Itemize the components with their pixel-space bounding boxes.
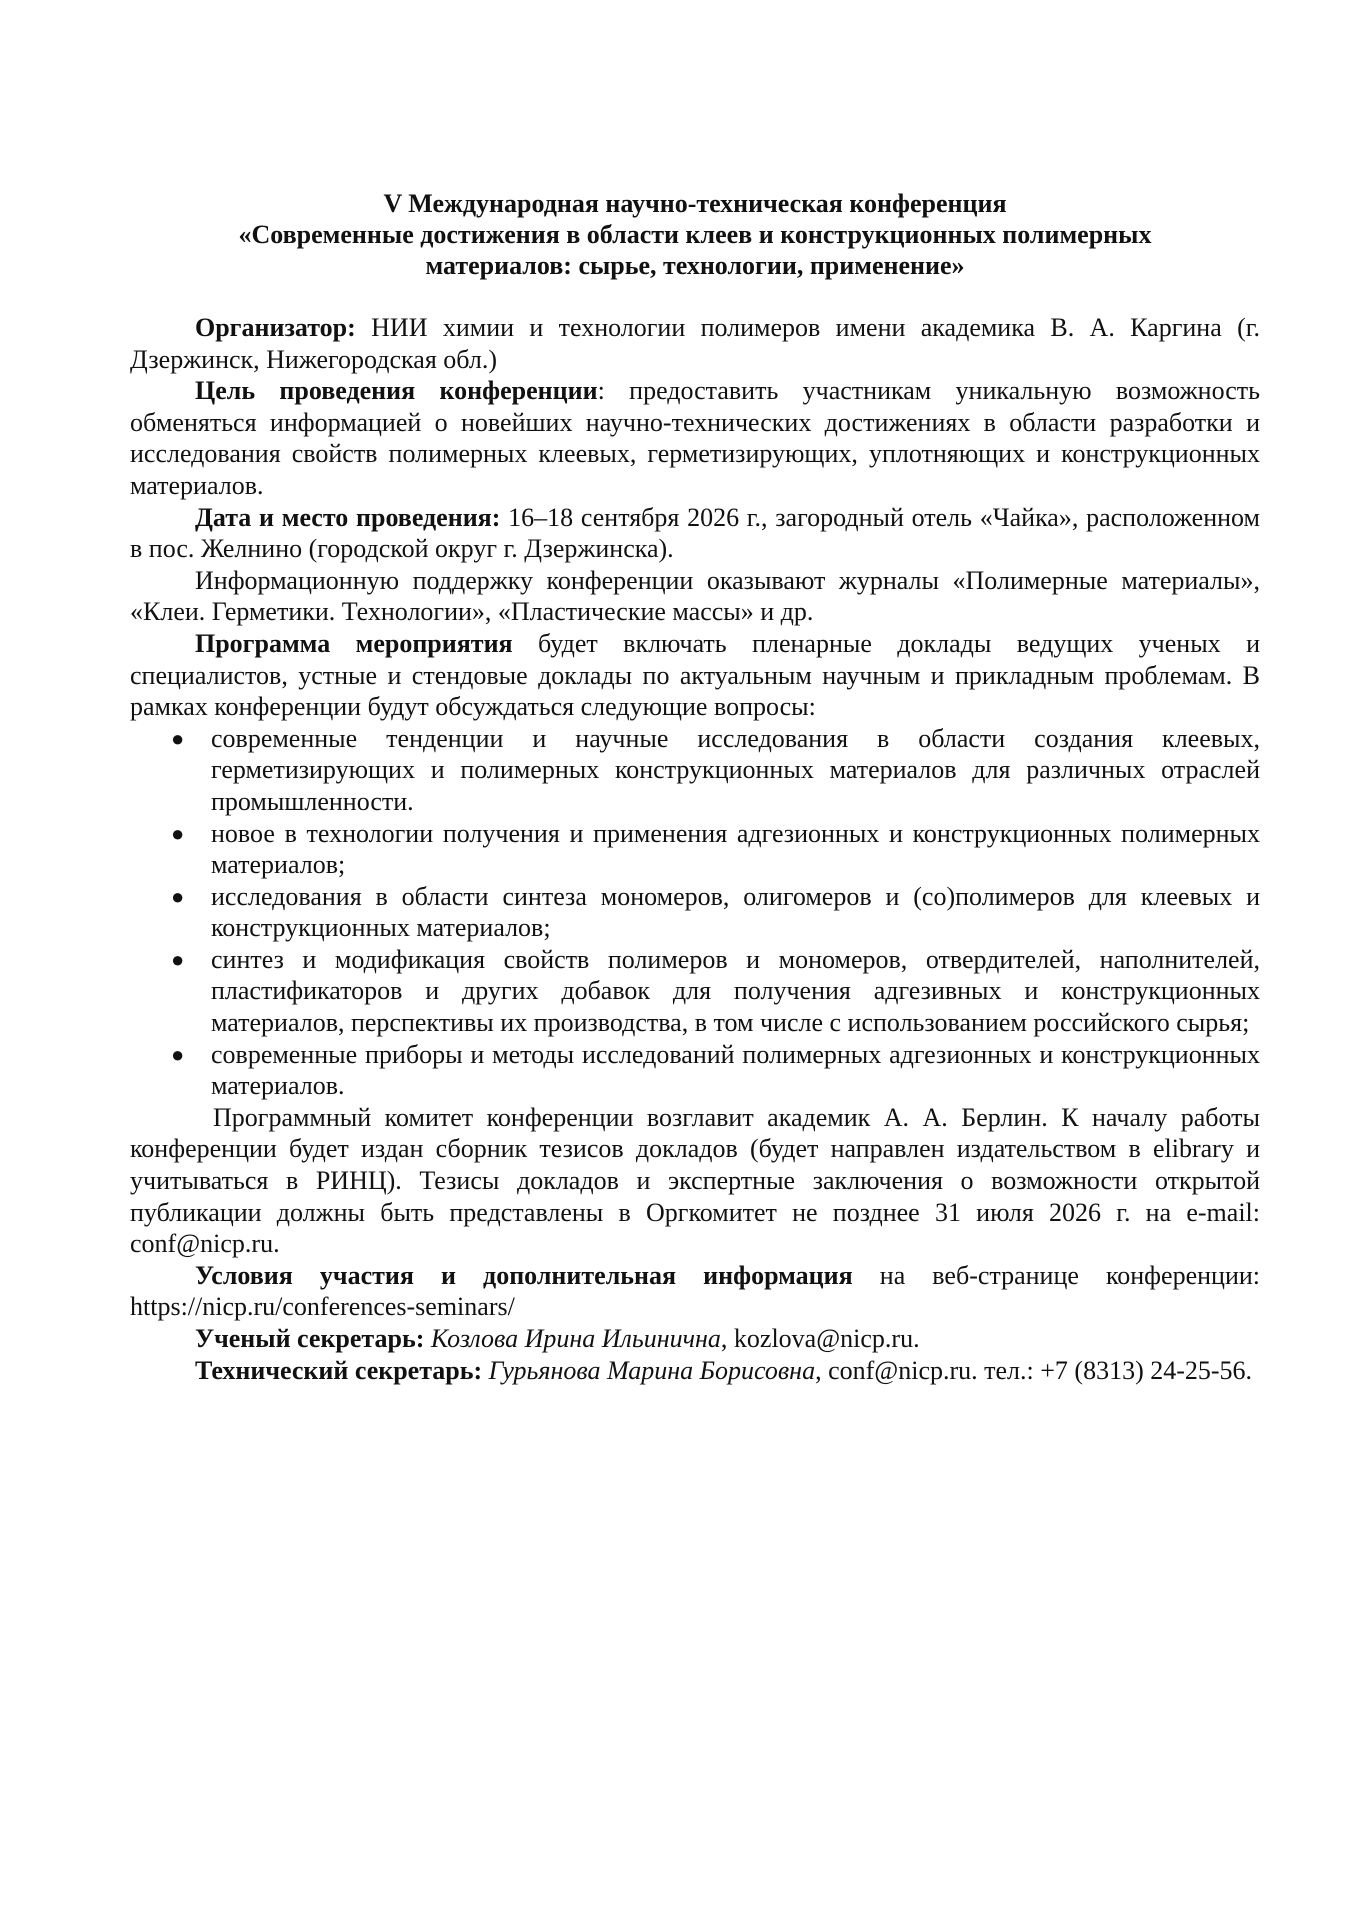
conditions-paragraph: [130, 1260, 1260, 1323]
scientific-secretary-label: Ученый секретарь:: [195, 1324, 425, 1353]
goal-label: Цель проведения конференции: [195, 376, 598, 406]
list-item: [171, 1039, 1260, 1102]
bullet-icon: ●: [171, 1041, 185, 1067]
date-place-label: Дата и место проведения:: [195, 502, 501, 532]
technical-secretary-label: Технический секретарь:: [195, 1355, 483, 1385]
topic-text: исследования в области синтеза мономеров, олигомеров и (со)полимеров для клеевых и конструкционных материалов;: [211, 881, 1260, 943]
organizer-paragraph: [130, 312, 1260, 375]
topic-text: новое в технологии получения и применения адгезионных и конструкционных полимерных материалов;: [211, 818, 1260, 880]
scientific-secretary-name: Козлова Ирина Ильинична: [430, 1324, 721, 1353]
organizer-label: Организатор:: [195, 313, 356, 342]
technical-secretary-contact: , conf@nicp.ru. тел.: +7 (8313) 24-25-56.: [815, 1355, 1253, 1385]
conditions-label: Условия участия и дополнительная информация: [195, 1260, 853, 1290]
list-item: [171, 944, 1260, 1039]
topics-list: [130, 723, 1260, 1102]
program-text: будет включать пленарные доклады ведущих ученых и специалистов, устные и стендовые доклады по актуальным научным и прикладным проблемам. В рамках конференции будут обсуждаться следующие вопросы:: [130, 628, 1260, 722]
goal-text: : предоставить участникам уникальную возможность обменяться информацией о новейших научно-технических достижениях в области разработки и исследования свойств полимерных клеевых, герметизирующих, уплотняющих и конструкционных материалов.: [130, 376, 1260, 500]
goal-paragraph: [130, 375, 1260, 501]
date-place-paragraph: [130, 502, 1260, 565]
document-page: [130, 188, 1260, 1386]
date-place-text: 16–18 сентября 2026 г., загородный отель «Чайка», расположенном в пос. Желнино (городской округ г. Дзержинска).: [130, 502, 1260, 564]
committee-paragraph: [130, 1102, 1260, 1260]
scientific-secretary-paragraph: [130, 1323, 1260, 1355]
support-paragraph: [130, 565, 1260, 628]
topic-text: современные приборы и методы исследований полимерных адгезионных и конструкционных материалов.: [211, 1039, 1260, 1101]
list-item: [171, 723, 1260, 818]
bullet-icon: ●: [171, 725, 185, 751]
program-label: Программа мероприятия: [195, 628, 513, 658]
committee-text: Программный комитет конференции возглавит академик А. А. Берлин. К началу работы конференции будет издан сборник тезисов докладов (будет направлен издательством в elibrary и учитываться в РИНЦ). Тезисы докладов и экспертные заключения о возможности открытой публикации должны быть представлены в Оргкомитет не позднее 31 июля 2026 г. на e-mail: conf@nicp.ru.: [130, 1102, 1260, 1259]
program-paragraph: [130, 628, 1260, 723]
bullet-icon: ●: [171, 820, 185, 846]
bullet-icon: ●: [171, 946, 185, 972]
technical-secretary-name: Гурьянова Марина Борисовна: [488, 1355, 816, 1385]
conditions-text: на веб-странице конференции: https://nicp.ru/conferences-seminars/: [130, 1260, 1260, 1322]
list-item: [171, 881, 1260, 944]
title-line-1: V Международная научно-техническая конференция: [383, 189, 1007, 218]
technical-secretary-paragraph: [130, 1355, 1260, 1387]
list-item: [171, 818, 1260, 881]
bullet-icon: ●: [171, 883, 185, 909]
title-line-2: «Современные достижения в области клеев и конструкционных полимерных: [238, 220, 1152, 249]
topic-text: синтез и модификация свойств полимеров и мономеров, отвердителей, наполнителей, пластификаторов и других добавок для получения адгезивных и конструкционных материалов, перспективы их производства, в том числе с использованием российского сырья;: [211, 944, 1260, 1038]
title-line-3: материалов: сырье, технологии, применение»: [425, 251, 965, 280]
conference-title: [130, 188, 1260, 281]
topic-text: современные тенденции и научные исследования в области создания клеевых, герметизирующих и полимерных конструкционных материалов для различных отраслей промышленности.: [211, 723, 1260, 816]
organizer-text: НИИ химии и технологии полимеров имени академика В. А. Каргина (г. Дзержинск, Нижегородская обл.): [130, 313, 1260, 374]
scientific-secretary-contact: , kozlova@nicp.ru.: [720, 1324, 920, 1353]
support-text: Информационную поддержку конференции оказывают журналы «Полимерные материалы», «Клеи. Герметики. Технологии», «Пластические массы» и др.: [130, 565, 1260, 627]
